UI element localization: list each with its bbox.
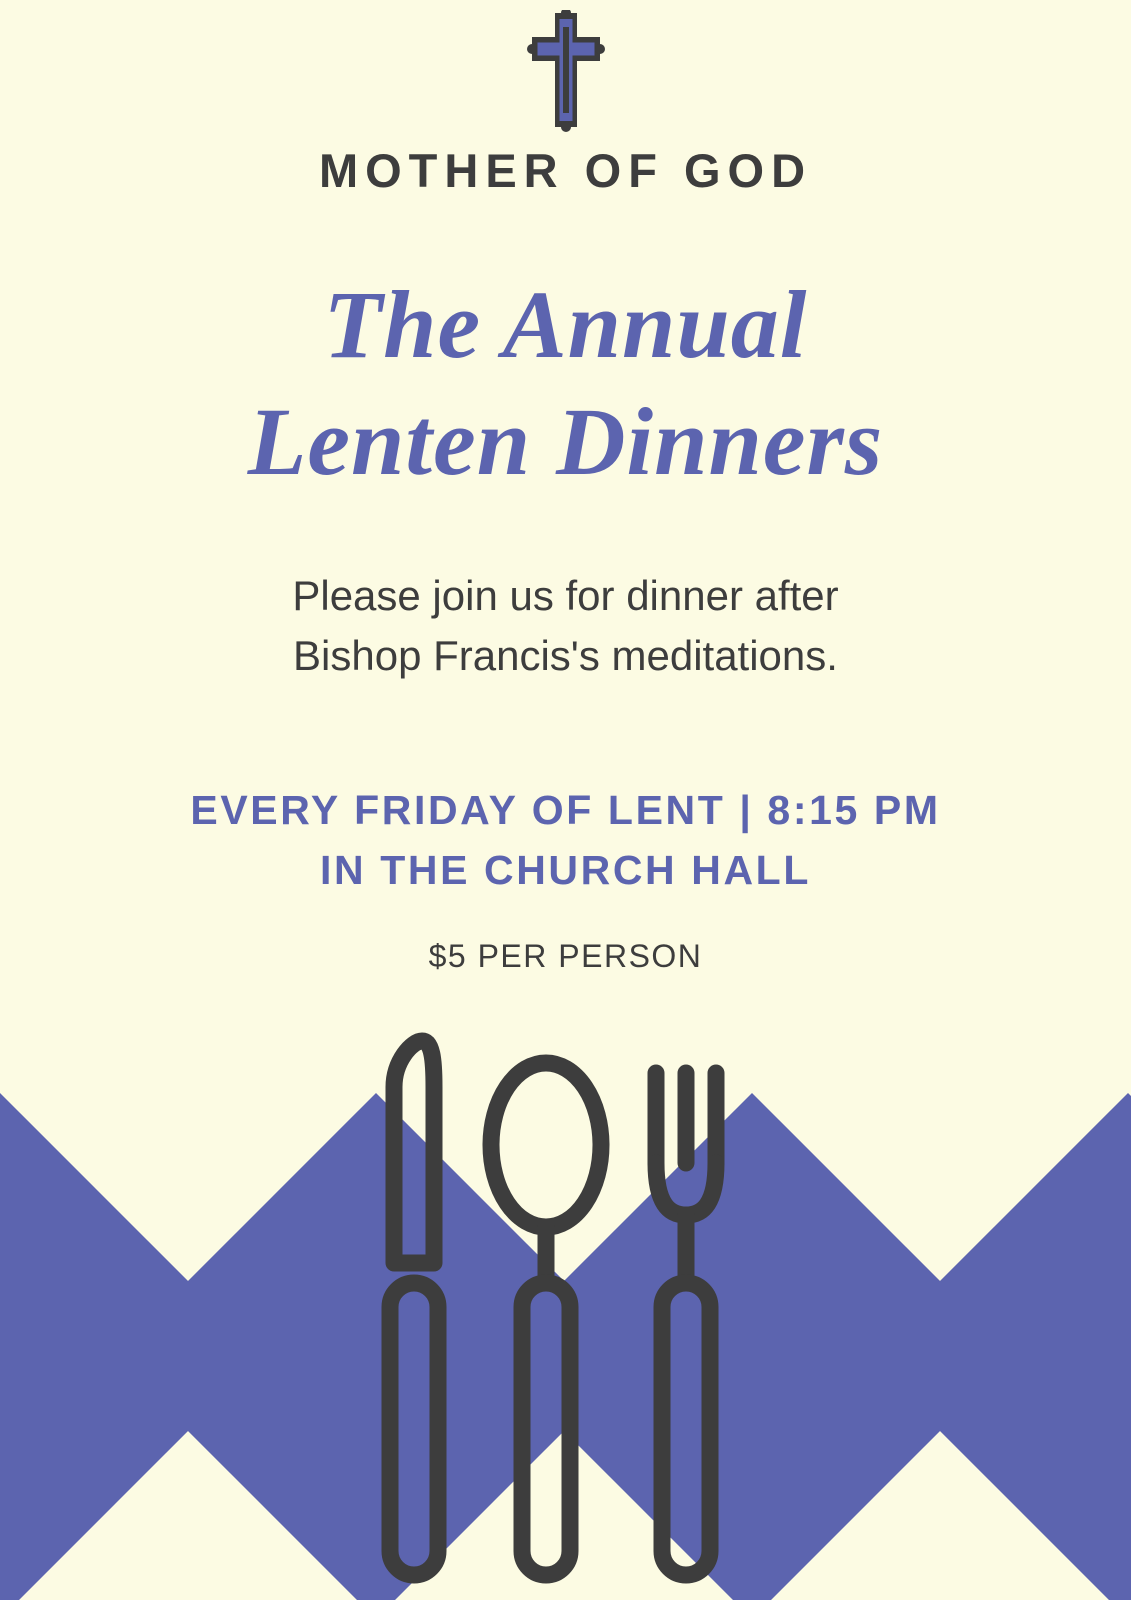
cutlery-icons <box>356 1015 776 1595</box>
church-name: MOTHER OF GOD <box>318 144 813 197</box>
invitation-line-2: Bishop Francis's meditations. <box>293 631 838 679</box>
cutlery-illustration <box>356 1015 776 1600</box>
invitation-line-1: Please join us for dinner after <box>292 572 839 620</box>
event-location: IN THE CHURCH HALL <box>320 846 811 893</box>
event-schedule: EVERY FRIDAY OF LENT | 8:15 PM <box>190 787 941 834</box>
diamond-shape <box>865 1093 1131 1600</box>
spoon-icon <box>491 1063 601 1575</box>
knife-icon <box>390 1041 438 1575</box>
price-text: $5 PER PERSON <box>428 938 703 975</box>
page-title <box>0 266 1131 500</box>
event-details <box>0 781 1131 900</box>
fork-icon <box>656 1073 716 1575</box>
headline-line-2: Lenten Dinners <box>247 388 884 496</box>
headline-line-1: The Annual <box>323 271 808 378</box>
invitation-text <box>0 566 1131 685</box>
